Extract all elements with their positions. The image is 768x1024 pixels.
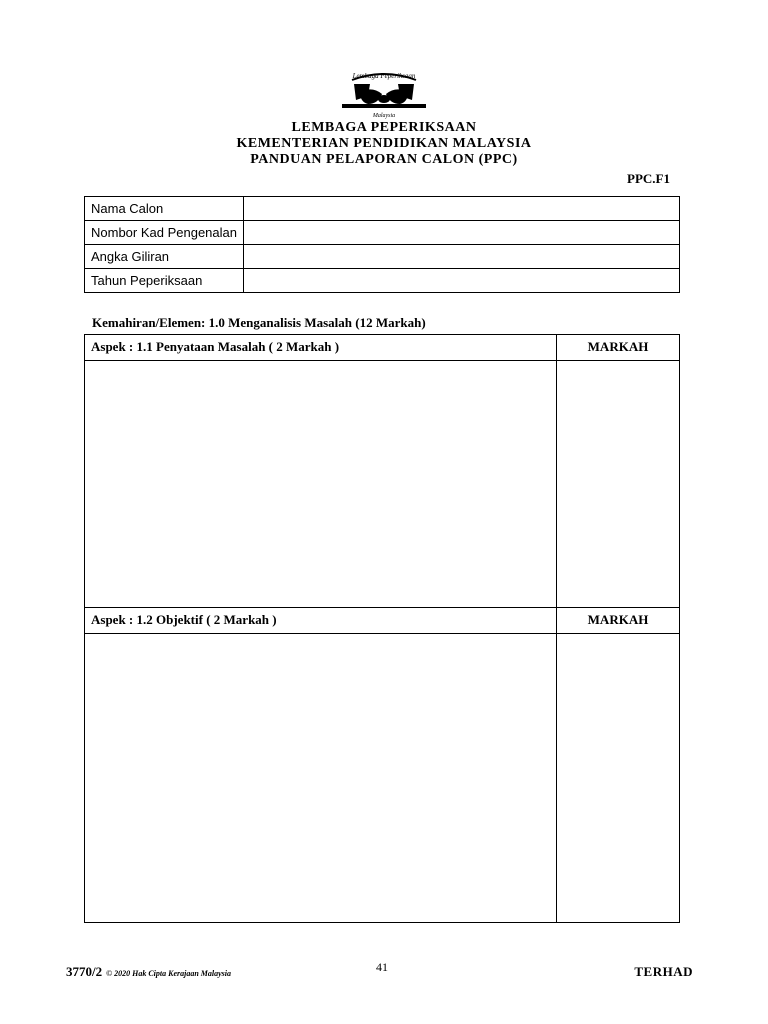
mark-cell[interactable] (557, 634, 679, 922)
logo-text-bottom: Malaysia (372, 113, 396, 119)
copyright-notice: © 2020 Hak Cipta Kerajaan Malaysia (106, 969, 231, 978)
info-row-ic (85, 221, 680, 245)
aspect-box-1-1 (84, 334, 680, 608)
header-line-2: KEMENTERIAN PENDIDIKAN MALAYSIA (236, 136, 532, 151)
paper-code: 3770/2 (66, 964, 103, 979)
mark-header: MARKAH (587, 339, 649, 354)
info-label: Tahun Peperiksaan (85, 269, 244, 293)
page-number: 41 (376, 960, 388, 974)
lembaga-peperiksaan-logo (338, 66, 430, 120)
info-row-name (85, 197, 680, 221)
mark-header: MARKAH (587, 612, 649, 627)
index-number-field[interactable] (244, 245, 680, 269)
candidate-info-table (84, 196, 680, 293)
aspect-title: Aspek : 1.2 Objektif ( 2 Markah ) (85, 608, 557, 633)
classification-label: TERHAD (634, 964, 693, 979)
aspect-box-1-2 (84, 608, 680, 923)
header-line-3: PANDUAN PELAPORAN CALON (PPC) (250, 152, 518, 167)
aspect-title: Aspek : 1.1 Penyataan Masalah ( 2 Markah ) (85, 335, 557, 360)
answer-area[interactable] (85, 361, 557, 607)
answer-area[interactable] (85, 634, 557, 922)
name-field[interactable] (244, 197, 680, 221)
info-label: Nama Calon (85, 197, 244, 221)
ic-number-field[interactable] (244, 221, 680, 245)
footer-left (66, 964, 231, 980)
exam-year-field[interactable] (244, 269, 680, 293)
form-code: PPC.F1 (627, 171, 670, 186)
header-line-1: LEMBAGA PEPERIKSAAN (291, 120, 477, 135)
logo-text-top: Lembaga Peperiksaan (352, 72, 416, 80)
info-row-index (85, 245, 680, 269)
info-label: Nombor Kad Pengenalan (85, 221, 244, 245)
info-label: Angka Giliran (85, 245, 244, 269)
section-title: Kemahiran/Elemen: 1.0 Menganalisis Masalah (12 Markah) (92, 315, 426, 330)
mark-cell[interactable] (557, 361, 679, 607)
info-row-year (85, 269, 680, 293)
